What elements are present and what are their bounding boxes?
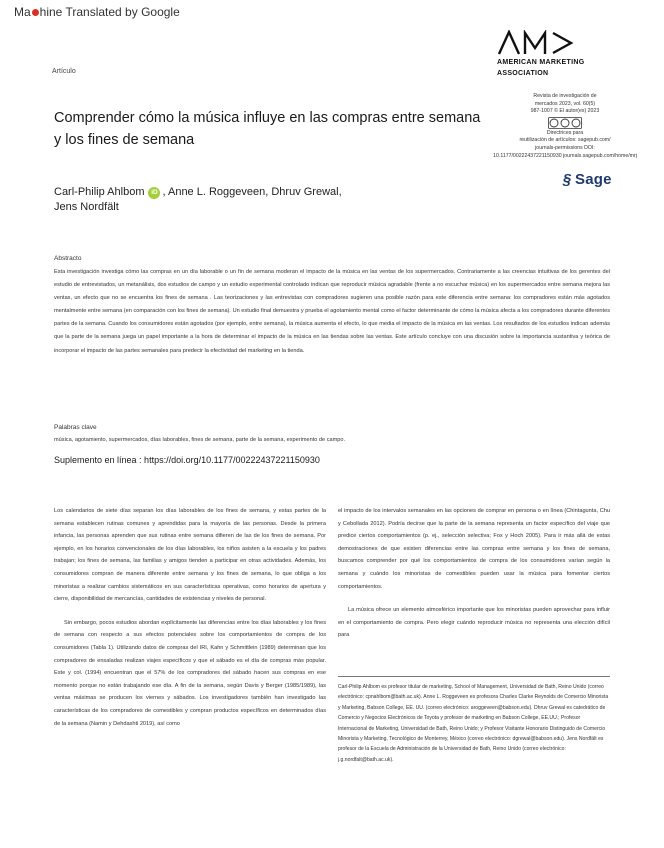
banner-text-end: hine Translated by Google	[39, 5, 180, 19]
footnote-divider	[338, 676, 610, 677]
creative-commons-icon	[548, 117, 582, 129]
author-first: Carl-Philip Ahlbom	[54, 186, 145, 198]
permissions-link[interactable]: journals-permissions DOI:	[535, 144, 595, 151]
ama-logo-line-1: AMERICAN MARKETING	[497, 59, 585, 66]
banner-text-start: Ma	[14, 5, 31, 19]
body-paragraph: Los calendarios de siete días separan los días laborables de los fines de semana, y estas partes de la semana establecen rutinas comunes y aprendidas para la mayoría de las personas. Desde la primera infancia, las personas aprenden que sus rutinas entre semana difieren de las de los fines de semana. Por ejemplo, en los horarios convencionales de los días laborables, los niños asisten a la escuela y los padres trabajan; los fines de semana, las familias y amigos tienden a participar en otras actividades. Además, los consumidores compran de manera diferente entre semana y los fines de semana, lo que obliga a los minoristas a realizar cambios sistemáticos en sus características operativas, como horarios de apertura y cierre, disponibilidad de mercancías, cantidades de existencias y niveles de personal.	[54, 508, 326, 603]
author-last: Jens Nordfält	[54, 201, 119, 213]
body-paragraph: el impacto de los intervalos semanales en las opciones de comprar en persona o en línea (Chintagunta, Chu y Cebollada 2012). Podría decirse que la parte de la semana representa un factor específico del viaje que predice ciertos comportamientos (p. ej., selección selectiva; Fox y Hoch 2005). Para ir más allá de estas demostraciones de que existen diferencias entre las compras entre semana y los fines de semana, buscamos comprender por qué los comportamientos de compra de los consumidores varían según la semana y cuándo los minoristas de comestibles pueden usar la música para fomentar ciertos comportamientos.	[338, 508, 610, 590]
author-footnote: Carl-Philip Ahlbom es profesor titular de marketing, School of Management, Universidad de Bath, Reino Unido (correo electrónico: cpnahlbom@bath.ac.uk). Anne L. Roggeveen es profesora Charles Clarke Reynolds de Comercio Minorista y Marketing, Babson College, EE. UU. (correo electrónico: aroggeveen@babson.edu). Dhruv Grewal es catedrático de Comercio y Negocios Electrónicos de Toyota y profesor de marketing en Babson College, EE.UU.; Profesor Internacional de Marketing, Universidad de Bath, Reino Unido; y Profesor Visitante Honorario Distinguido de Comercio Minorista y Marketing, Tecnológico de Monterrey, México (correo electrónico: dgrewal@babson.edu). Jens Nordfält es profesor de la Escuela de Administración de la Universidad de Bath, Reino Unido (correo electrónico: j.g.nordfalt@bath.ac.uk).	[338, 684, 609, 763]
abstract-text: Esta investigación investiga cómo las compras en un día laborable o un fin de semana moderan el impacto de la música en las ventas de los supermercados. Contrariamente a las creencias intuitivas de los gerentes del estudio de entrevistados, un metanálisis, dos estudios de campo y un estudio experimental controlado indican que reproducir música agradable (frente a no escuchar música) en los supermercados entre semana mejora las ventas, un efecto que no se encuentra los fines de semana . Las teorizaciones y las entrevistas con compradores sugieren una posible razón para este diferencia entre semana: los compradores están más agotados mentalmente entre semana (en comparación con los fines de semana). Un estudio final demuestra y prueba el agotamiento mental como el factor determinante de cómo la música afecta a los compradores durante diferentes partes de la semana. Cuando los consumidores están agotados (por ejemplo, entre semana), la música aumenta el efecto, lo que media el impacto de la música en las ventas. Los resultados de los estudios indican además que la parte de la semana juega un papel importante a la hora de determinar el impacto de la música en las tiendas sobre las ventas. Este artículo concluye con una discusión sobre la importancia sustantiva y teórica de incorporar el impacto de las partes semanales para predecir la efectividad del marketing en la tienda.	[54, 269, 610, 354]
body-paragraph: La música ofrece un elemento atmosférico importante que los minoristas pueden aprovechar para influir en el comportamiento de compra. Pero elegir cuándo reproducir música no representa una elección difícil para	[338, 607, 610, 639]
journal-pages: 987-1007 © El autor(es) 2023	[530, 108, 600, 115]
keywords-text: música, agotamiento, supermercados, días laborables, fines de semana, parte de la semana, experimento de campo.	[54, 437, 346, 443]
reuse-guidelines: Directrices para	[546, 129, 584, 136]
machine-translated-banner	[14, 5, 180, 19]
abstract-heading: Abstracto	[54, 255, 82, 262]
keywords-heading: Palabras clave	[54, 424, 97, 431]
ama-logo-mark	[497, 30, 575, 56]
sage-s-icon: §	[562, 171, 572, 188]
orcid-icon[interactable]: iD	[148, 187, 160, 199]
author-list	[54, 185, 434, 215]
journal-issue: mercados 2023, vol. 60(5)	[534, 100, 596, 107]
sage-logo	[560, 171, 612, 188]
author-rest: , Anne L. Roggeveen, Dhruv Grewal,	[162, 186, 342, 198]
body-paragraph: Sin embargo, pocos estudios abordan explícitamente las diferencias entre los días laborables y los fines de semana con respecto a sus efectos potenciales sobre los comportamientos de compra de los consumidores (Tabla 1). Utilizando datos de compras del IRI, Kahn y Schmittlein (1989) determinan que los compradores de ensaladas realizan viajes específicos y que el sábado es el día de compras más popular. Este y col. (1994) encuentran que el 57% de los compradores del sábado hacen sus compras en ese momento porque no están trabajando ese día. A fin de la semana, según Davis y Berger (1985/1989), las ventas máximas se producen los viernes y sábados. Los investigadores también han investigado las características de los compradores de comestibles y compran productos específicos en determinados días de la semana (Namin y Dehdashti 2019), así como	[54, 619, 326, 727]
article-type-label: Artículo	[52, 68, 76, 75]
journal-name: Revista de investigación de	[533, 93, 597, 99]
body-column-left	[54, 505, 326, 741]
ama-logo	[497, 30, 617, 78]
translate-icon	[32, 9, 39, 16]
reuse-link[interactable]: reutilización de artículos: sagepub.com/	[519, 137, 611, 144]
journal-metadata	[470, 93, 660, 160]
online-supplement-link[interactable]: Suplemento en línea : https://doi.org/10.1177/00222437221150930	[54, 455, 320, 465]
ama-logo-line-2: ASSOCIATION	[497, 70, 549, 77]
body-column-right	[338, 505, 610, 653]
article-title: Comprender cómo la música influye en las compras entre semana y los fines de semana	[54, 110, 481, 148]
doi-link[interactable]: 10.1177/00222437221150930 journals.sagepub.com/home/mrj	[493, 152, 637, 159]
sage-logo-text: Sage	[575, 171, 612, 188]
